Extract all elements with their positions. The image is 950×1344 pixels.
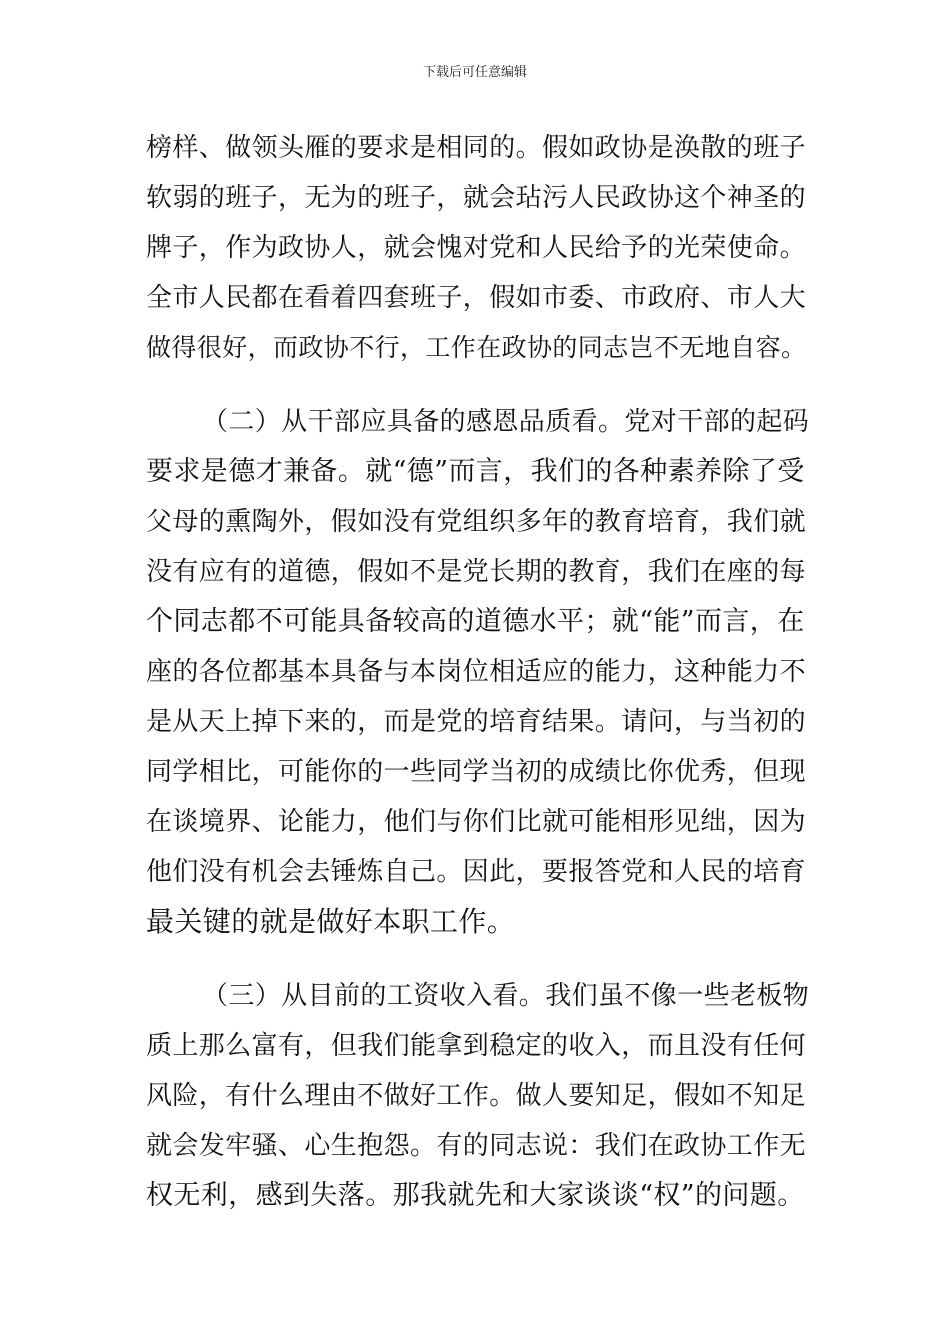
paragraph-2-line-7: 是从天上掉下来的，而是党的培育结果。请问，与当初的 [146,707,807,737]
paragraph-2-line-4: 没有应有的道德，假如不是党长期的教育，我们在座的每 [146,557,807,587]
paragraph-2-line-8: 同学相比，可能你的一些同学当初的成绩比你优秀，但现 [146,757,807,787]
paragraph-1-line-3: 牌子，作为政协人，就会愧对党和人民给予的光荣使命。 [146,233,807,263]
paragraph-2-line-11: 最关键的就是做好本职工作。 [146,905,516,938]
paragraph-3-line-2: 质上那么富有，但我们能拿到稳定的收入，而且没有任何 [146,1031,807,1061]
paragraph-2-line-6: 座的各位都基本具备与本岗位相适应的能力，这种能力不 [146,657,807,687]
paragraph-1-line-4: 全市人民都在看着四套班子，假如市委、市政府、市人大 [146,283,807,313]
paragraph-1-line-2: 软弱的班子，无为的班子，就会玷污人民政协这个神圣的 [146,183,807,213]
paragraph-2-line-3: 父母的熏陶外，假如没有党组织多年的教育培育，我们就 [146,507,807,537]
page-header: 下载后可任意编辑 [422,65,527,80]
paragraph-2-line-2: 要求是德才兼备。就“德”而言，我们的各种素养除了受 [146,456,805,487]
paragraph-2-line-9: 在谈境界、论能力，他们与你们比就可能相形见绌，因为 [146,807,807,837]
paragraph-3-line-3: 风险，有什么理由不做好工作。做人要知足，假如不知足 [146,1081,807,1111]
paragraph-2-line-10: 他们没有机会去锤炼自己。因此，要报答党和人民的培育 [146,857,807,887]
paragraph-1-line-1: 榜样、做领头雁的要求是相同的。假如政协是涣散的班子 [146,133,807,163]
paragraph-3-line-1: （三）从目前的工资收入看。我们虽不像一些老板物 [202,981,810,1011]
paragraph-1-line-5: 做得很好，而政协不行，工作在政协的同志岂不无地自容。 [146,333,807,362]
paragraph-3-line-5: 权无利，感到失落。那我就先和大家谈谈“权”的问题。 [146,1180,805,1211]
paragraph-2-line-5: 个同志都不可能具备较高的道德水平；就“能”而言，在 [146,606,805,637]
paragraph-3-line-4: 就会发牢骚、心生抱怨。有的同志说：我们在政协工作无 [146,1131,807,1161]
paragraph-2-line-1: （二）从干部应具备的感恩品质看。党对干部的起码 [202,407,810,437]
